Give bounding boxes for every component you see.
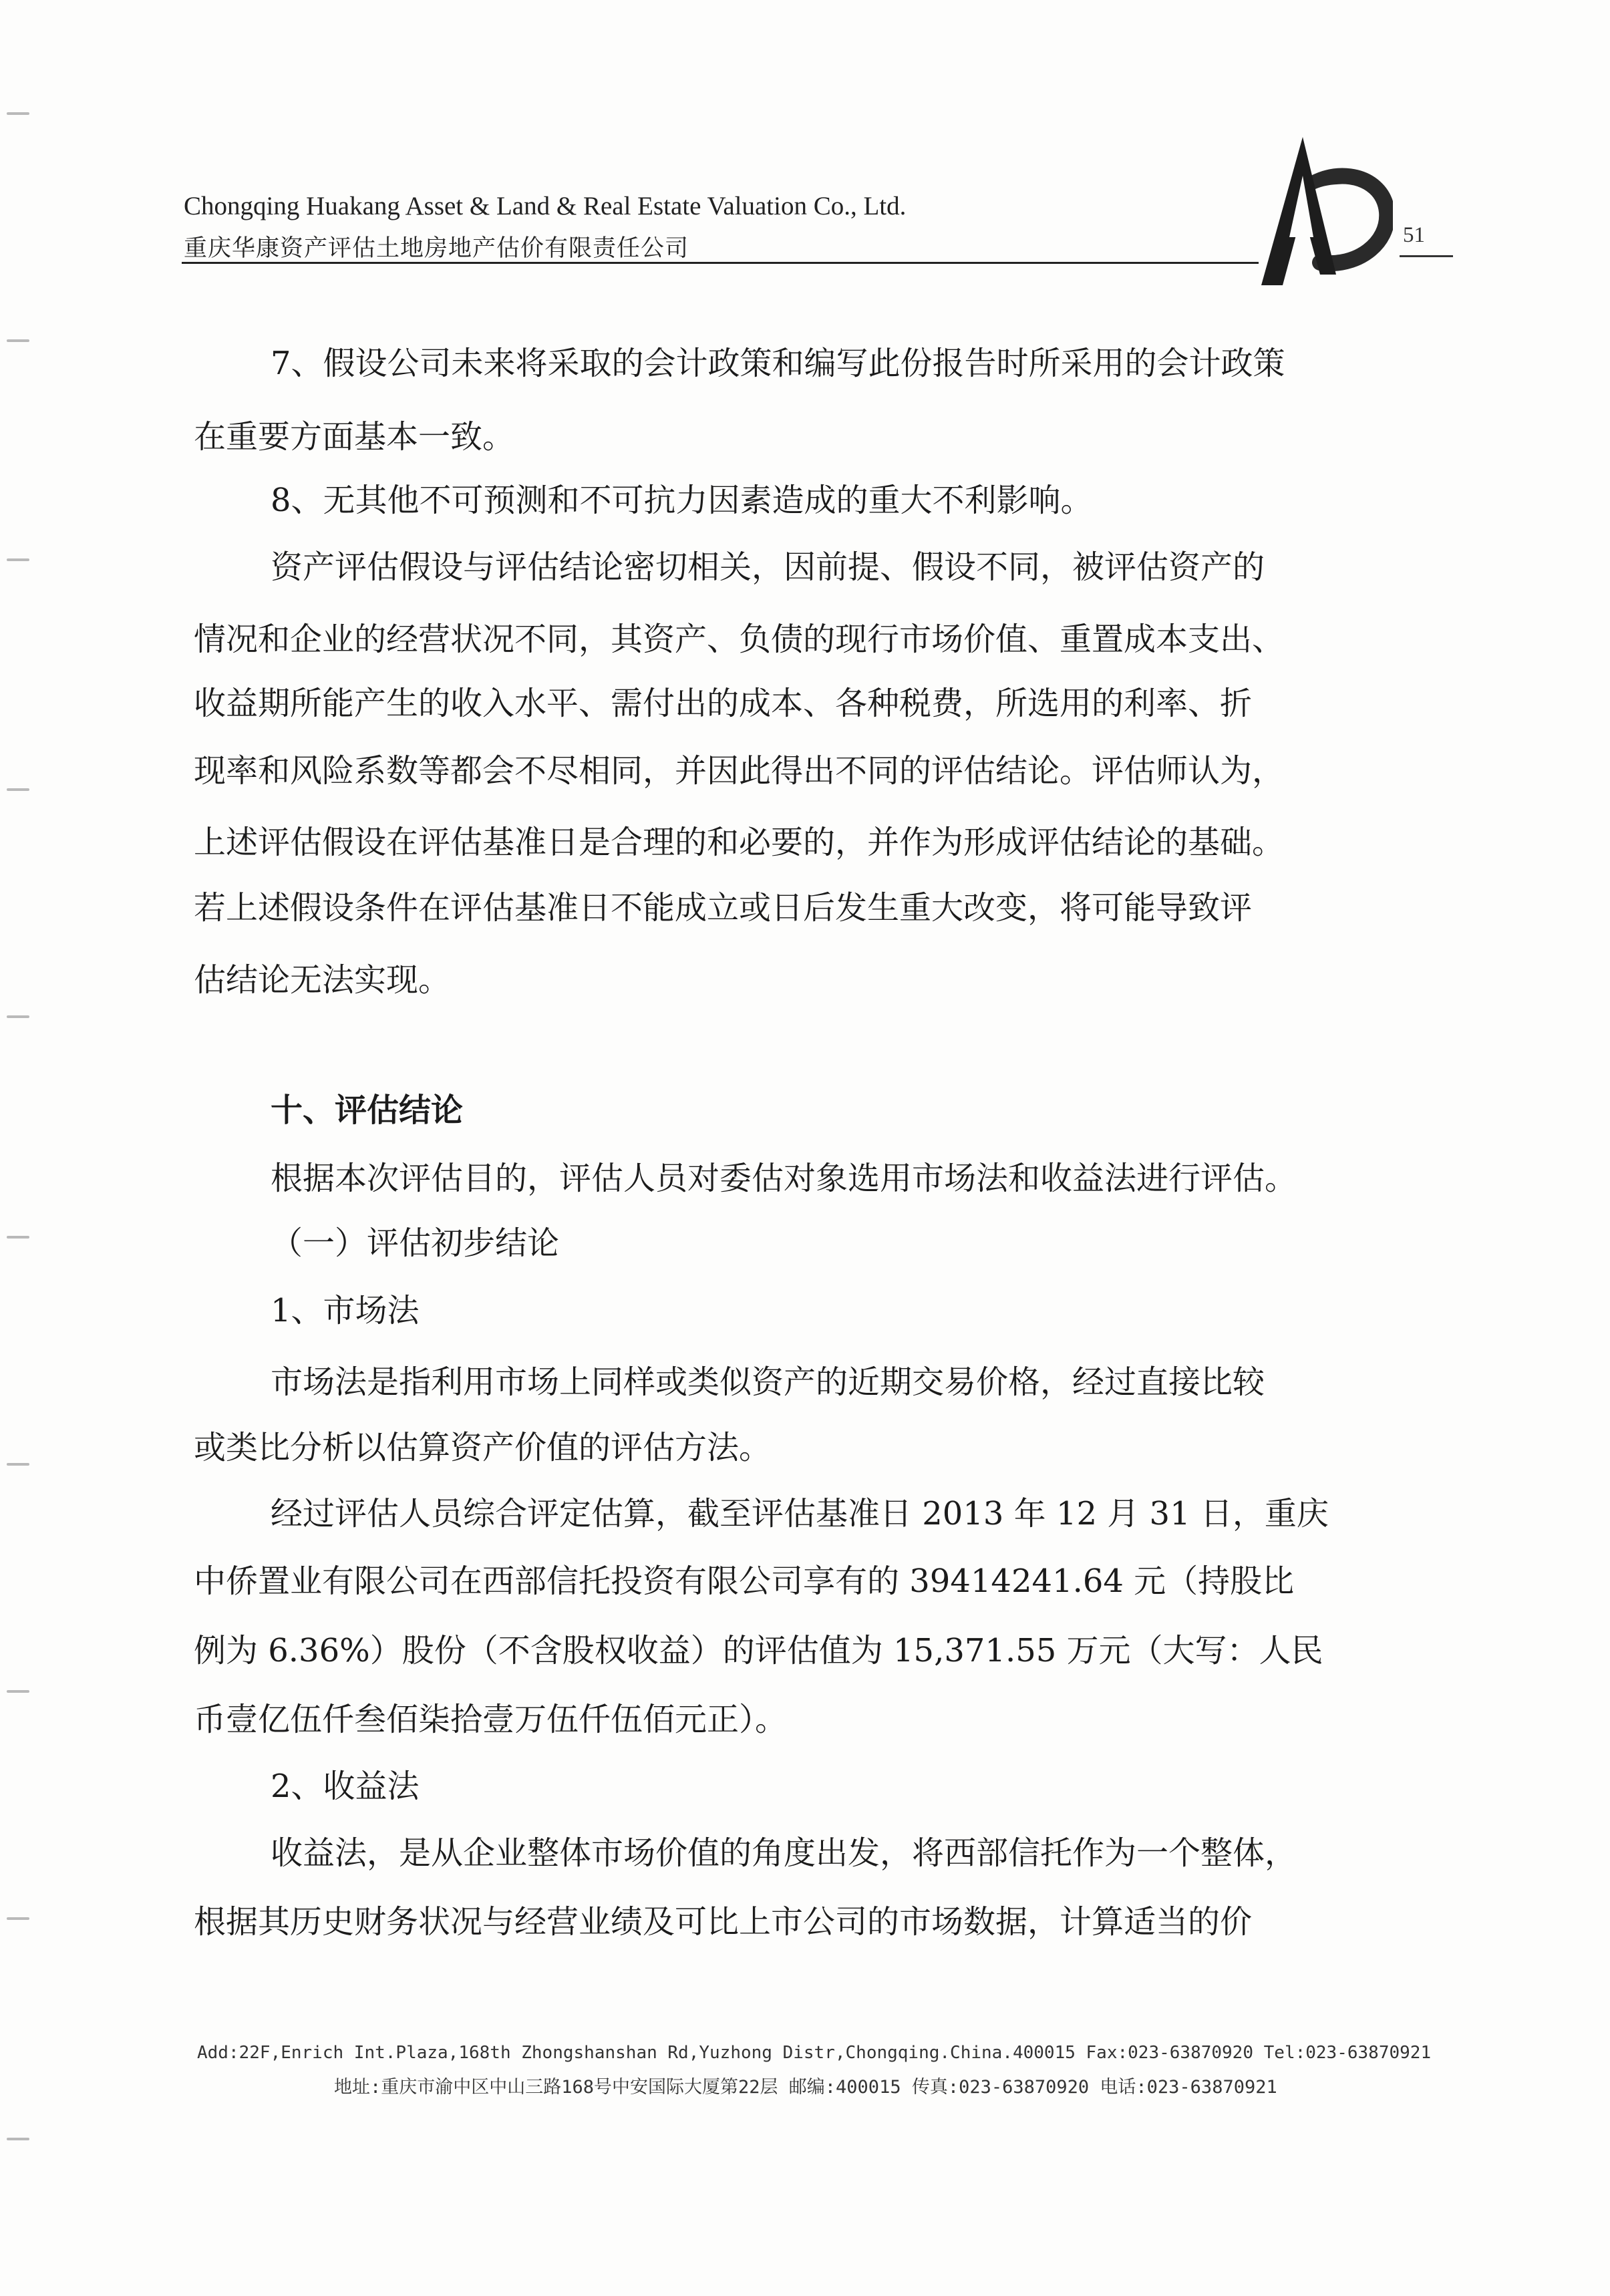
body-line: 上述评估假设在评估基准日是合理的和必要的，并作为形成评估结论的基础。 (194, 824, 1285, 861)
body-line: 币壹亿伍仟叁佰柒拾壹万伍仟伍佰元正）。 (194, 1701, 788, 1738)
body-line: 经过评估人员综合评定估算，截至评估基准日 2013 年 12 月 31 日，重庆 (271, 1495, 1329, 1532)
body-line: 在重要方面基本一致。 (194, 418, 515, 456)
binder-mark (7, 1463, 29, 1466)
binder-mark (7, 558, 29, 561)
body-line: 或类比分析以估算资产价值的评估方法。 (194, 1429, 772, 1466)
body-line: 例为 6.36%）股份（不含股权收益）的评估值为 15,371.55 万元（大写：人民 (194, 1632, 1323, 1669)
subsection-heading: （一）评估初步结论 (271, 1224, 560, 1262)
footer-address-english: Add:22F,Enrich Int.Plaza,168th Zhongshanshan Rd,Yuzhong Distr,Chongqing.China.400015 Fax:023-63870920 Tel:023-63870921 (197, 2043, 1432, 2063)
binder-mark (7, 1236, 29, 1239)
body-line: 现率和风险系数等都会不尽相同，并因此得出不同的评估结论。评估师认为， (194, 752, 1285, 790)
company-logo-icon (1256, 137, 1393, 291)
binder-mark (7, 2138, 29, 2140)
body-line: 情况和企业的经营状况不同，其资产、负债的现行市场价值、重置成本支出、 (194, 621, 1285, 658)
binder-mark (7, 1917, 29, 1920)
page-number: 51 (1403, 223, 1425, 247)
body-line: 收益期所能产生的收入水平、需付出的成本、各种税费，所选用的利率、折 (194, 685, 1253, 722)
binder-mark (7, 339, 29, 342)
body-line: 估结论无法实现。 (194, 961, 451, 999)
body-line: 资产评估假设与评估结论密切相关，因前提、假设不同，被评估资产的 (271, 548, 1265, 586)
body-line: 8、无其他不可预测和不可抗力因素造成的重大不利影响。 (271, 482, 1093, 519)
body-line: 若上述假设条件在评估基准日不能成立或日后发生重大改变，将可能导致评 (194, 889, 1253, 927)
page-number-rule (1400, 255, 1453, 257)
binder-mark (7, 1690, 29, 1693)
binder-mark (7, 788, 29, 791)
body-line: 根据其历史财务状况与经营业绩及可比上市公司的市场数据，计算适当的价 (194, 1903, 1253, 1941)
company-name-english: Chongqing Huakang Asset & Land & Real Estate Valuation Co., Ltd. (184, 192, 907, 220)
item-heading: 1、市场法 (271, 1292, 420, 1329)
body-line: 收益法，是从企业整体市场价值的角度出发，将西部信托作为一个整体， (271, 1834, 1297, 1872)
footer-address-chinese: 地址:重庆市渝中区中山三路168号中安国际大厦第22层 邮编:400015 传真:023-63870920 电话:023-63870921 (334, 2077, 1277, 2098)
item-heading: 2、收益法 (271, 1768, 420, 1805)
body-line: 根据本次评估目的，评估人员对委估对象选用市场法和收益法进行评估。 (271, 1160, 1297, 1197)
body-line: 中侨置业有限公司在西部信托投资有限公司享有的 39414241.64 元（持股比 (194, 1563, 1295, 1600)
body-line: 市场法是指利用市场上同样或类似资产的近期交易价格，经过直接比较 (271, 1363, 1265, 1401)
header-rule (182, 262, 1259, 264)
binder-mark (7, 112, 29, 115)
section-heading: 十、评估结论 (271, 1092, 464, 1129)
body-line: 7、假设公司未来将采取的会计政策和编写此份报告时所采用的会计政策 (271, 345, 1285, 382)
binder-mark (7, 1015, 29, 1018)
company-name-chinese: 重庆华康资产评估土地房地产估价有限责任公司 (184, 235, 689, 262)
